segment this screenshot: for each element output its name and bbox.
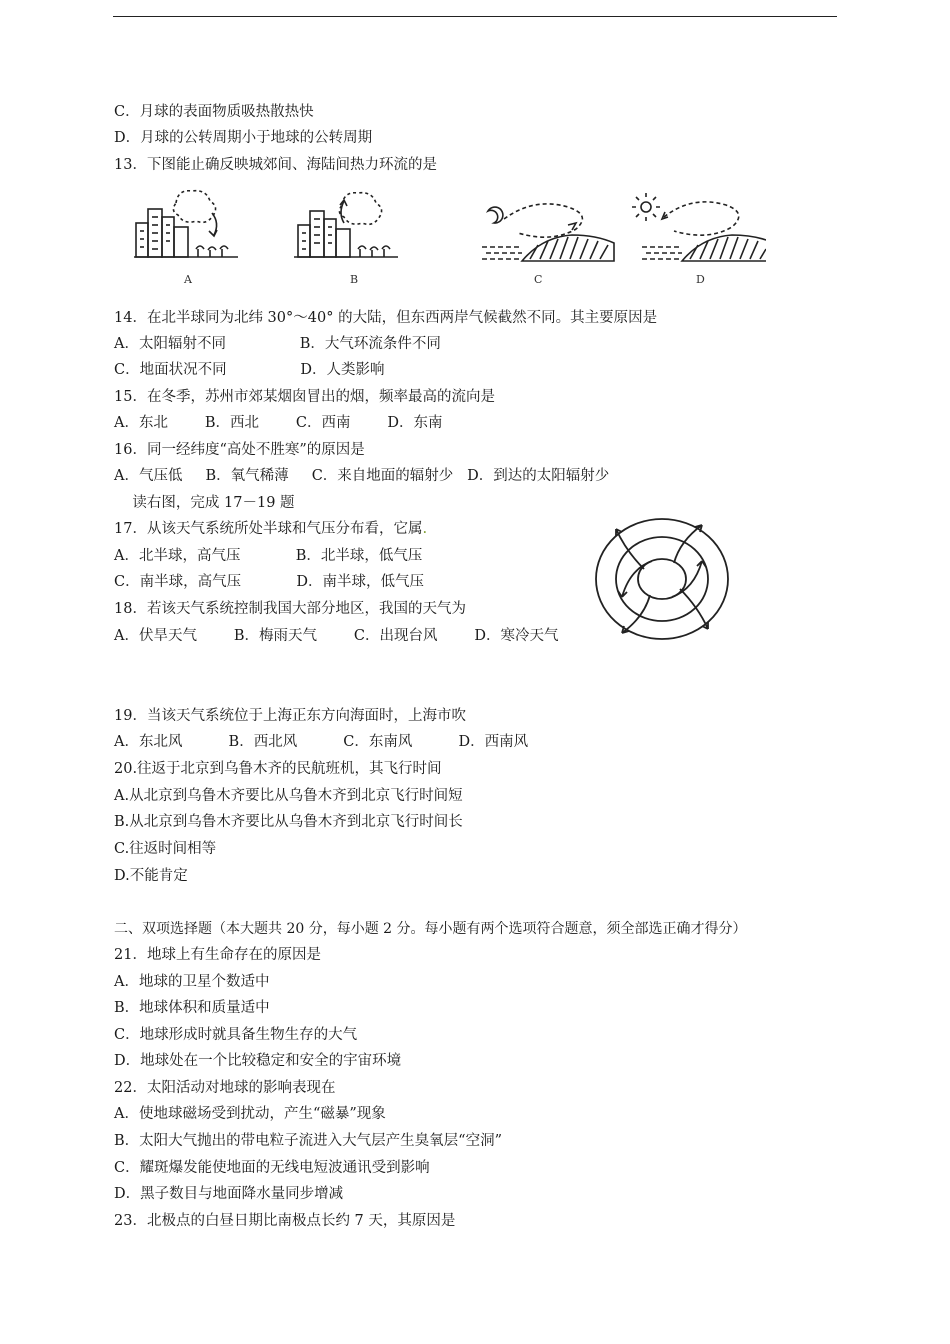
q14-stem: 14．在北半球同为北纬 30°～40° 的大陆，但东西两岸气候截然不同。其主要原因是: [114, 310, 658, 326]
q21-option-b: B．地球体积和质量适中: [114, 1000, 270, 1016]
q19-stem: 19．当该天气系统位于上海正东方向海面时，上海市吹: [114, 708, 466, 724]
panel-d-label: D: [696, 273, 705, 286]
q15-stem: 15．在冬季，苏州市郊某烟囱冒出的烟，频率最高的流向是: [114, 389, 495, 405]
q20-option-c: C.往返时间相等: [114, 841, 217, 857]
q20-option-d: D.不能肯定: [114, 868, 188, 884]
weather-system-figure: [592, 513, 732, 645]
section-two-heading: 二、双项选择题（本大题共 20 分，每小题 2 分。每小题有两个选项符合题意，须全部选正确才得分）: [114, 921, 747, 937]
q15-options: A．东北 B．西北 C．西南 D．东南: [114, 415, 443, 431]
q22-option-a: A．使地球磁场受到扰动，产生“磁暴”现象: [114, 1106, 386, 1122]
panel-b-city-sketch: [294, 193, 398, 257]
q16-stem: 16．同一经纬度“高处不胜寒”的原因是: [114, 442, 365, 458]
panel-a-city-sketch: [134, 191, 238, 257]
panel-c-sea-land-night-sketch: [482, 204, 614, 261]
q23-stem: 23．北极点的白昼日期比南极点长约 7 天，其原因是: [114, 1213, 456, 1229]
panel-c-label: C: [534, 273, 543, 286]
q19-options: A．东北风 B．西北风 C．东南风 D．西南风: [114, 734, 529, 750]
q21-option-a: A．地球的卫星个数适中: [114, 974, 270, 990]
q17-options-cd: C．南半球，高气压 D．南半球，低气压: [114, 574, 425, 590]
q20-option-a: A.从北京到乌鲁木齐要比从乌鲁木齐到北京飞行时间短: [114, 788, 463, 804]
header-rule: [113, 16, 837, 17]
q21-stem: 21．地球上有生命存在的原因是: [114, 947, 321, 963]
q17-dot: .: [422, 521, 428, 537]
q14-options-ab: A．太阳辐射不同 B．大气环流条件不同: [114, 336, 441, 352]
q21-option-c: C．地球形成时就具备生物生存的大气: [114, 1027, 358, 1043]
q12-option-c: C．月球的表面物质吸热散热快: [114, 104, 314, 120]
q22-stem: 22．太阳活动对地球的影响表现在: [114, 1080, 336, 1096]
q22-option-c: C．耀斑爆发能使地面的无线电短波通讯受到影响: [114, 1160, 430, 1176]
panel-d-sea-land-day-sketch: [632, 193, 766, 261]
circulation-figure: [116, 183, 766, 293]
q17-19-intro: 读右图，完成 17－19 题: [114, 495, 295, 511]
q20-stem: 20.往返于北京到乌鲁木齐的民航班机，其飞行时间: [114, 761, 442, 777]
q18-options: A．伏旱天气 B．梅雨天气 C．出现台风 D．寒冷天气: [114, 628, 559, 644]
q14-options-cd: C．地面状况不同 D．人类影响: [114, 362, 385, 378]
panel-a-label: A: [184, 273, 192, 286]
q22-option-d: D．黑子数目与地面降水量同步增减: [114, 1186, 344, 1202]
q12-option-d: D．月球的公转周期小于地球的公转周期: [114, 130, 373, 146]
q17-stem: 17．从该天气系统所处半球和气压分布看，它属.: [114, 521, 428, 537]
q22-option-b: B．太阳大气抛出的带电粒子流进入大气层产生臭氧层“空洞”: [114, 1133, 502, 1149]
q17-options-ab: A．北半球，高气压 B．北半球，低气压: [114, 548, 423, 564]
q13-stem: 13．下图能止确反映城郊间、海陆间热力环流的是: [114, 157, 437, 173]
q20-option-b: B.从北京到乌鲁木齐要比从乌鲁木齐到北京飞行时间长: [114, 814, 463, 830]
q16-options: A．气压低 B．氧气稀薄 C．来自地面的辐射少 D．到达的太阳辐射少: [114, 468, 610, 484]
q21-option-d: D．地球处在一个比较稳定和安全的宇宙环境: [114, 1053, 402, 1069]
panel-b-label: B: [350, 273, 359, 286]
q18-stem: 18．若该天气系统控制我国大部分地区，我国的天气为: [114, 601, 466, 617]
